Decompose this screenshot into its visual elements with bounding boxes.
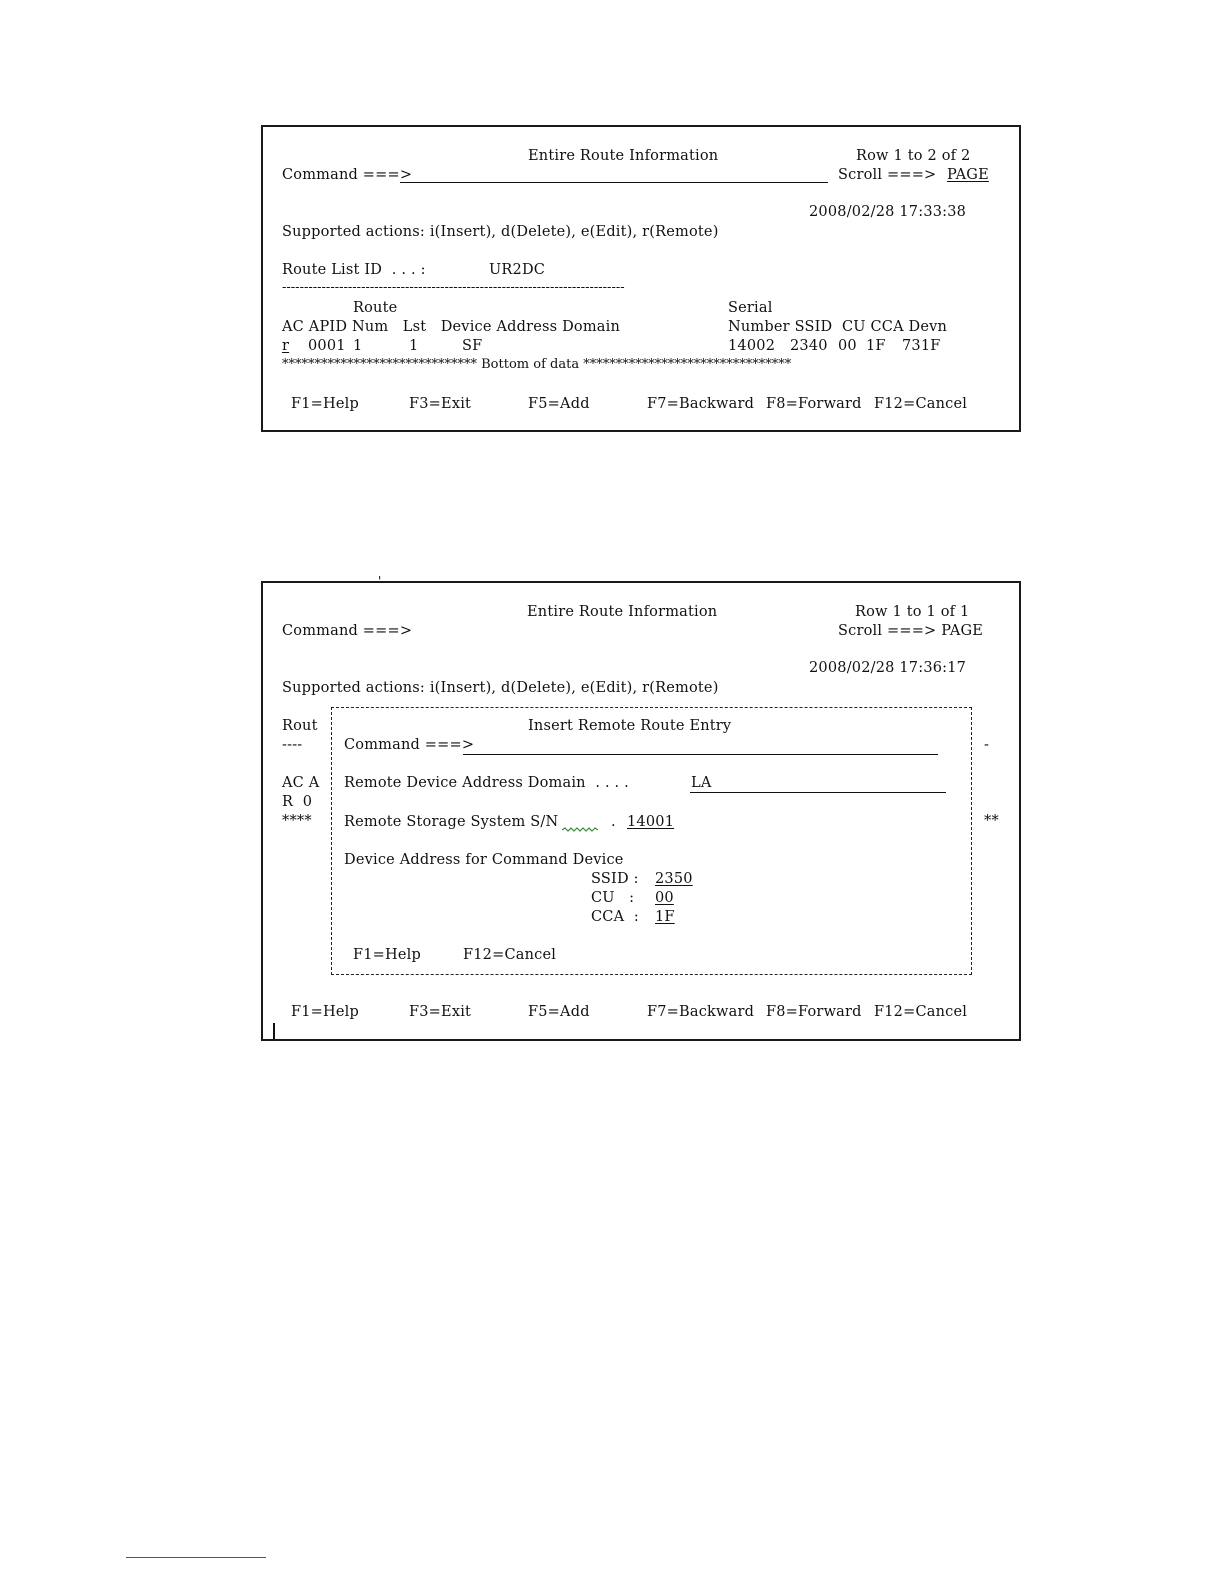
row-domain: SF <box>462 338 483 354</box>
scroll-label[interactable]: Scroll ===> PAGE <box>838 623 984 639</box>
timestamp: 2008/02/28 17:36:17 <box>809 660 967 676</box>
command-label: Command ===> <box>282 623 413 639</box>
command-input[interactable] <box>400 182 828 183</box>
bg-dashes-fragment: ---- <box>282 737 303 753</box>
popup-f1-help-key[interactable]: F1=Help <box>353 947 421 963</box>
f3-exit-key[interactable]: F3=Exit <box>409 1004 472 1020</box>
popup-command-label: Command ===> <box>344 737 475 753</box>
f8-forward-key[interactable]: F8=Forward <box>766 396 862 412</box>
row-apid: 0001 <box>308 338 346 354</box>
remote-domain-input[interactable] <box>690 792 946 793</box>
row-info: Row 1 to 1 of 1 <box>855 604 970 620</box>
popup-title: Insert Remote Route Entry <box>528 718 732 734</box>
f3-exit-key[interactable]: F3=Exit <box>409 396 472 412</box>
bg-route-fragment: Rout <box>282 718 318 734</box>
entire-route-information-screen-1 <box>261 125 1021 432</box>
bg-row-fragment: R 0 <box>282 794 313 810</box>
insert-remote-route-popup <box>331 707 972 975</box>
cca-label: CCA : <box>591 909 639 925</box>
spellcheck-squiggle-icon <box>562 827 598 833</box>
cu-label: CU : <box>591 890 635 906</box>
scroll-input[interactable]: PAGE <box>947 167 989 183</box>
supported-actions: Supported actions: i(Insert), d(Delete), e(Edit), r(Remote) <box>282 680 719 696</box>
screen-title: Entire Route Information <box>527 604 718 620</box>
cu-input[interactable]: 00 <box>655 890 674 906</box>
f7-backward-key[interactable]: F7=Backward <box>647 396 755 412</box>
row-ssid: 2340 <box>790 338 828 354</box>
supported-actions: Supported actions: i(Insert), d(Delete), e(Edit), r(Remote) <box>282 224 719 240</box>
screen-title: Entire Route Information <box>528 148 719 164</box>
f8-forward-key[interactable]: F8=Forward <box>766 1004 862 1020</box>
bg-stars-right: ** <box>984 813 999 829</box>
f1-help-key[interactable]: F1=Help <box>291 1004 359 1020</box>
device-address-label: Device Address for Command Device <box>344 852 624 868</box>
cca-input[interactable]: 1F <box>655 909 675 925</box>
remote-domain-label: Remote Device Address Domain . . . . <box>344 775 629 791</box>
row-devn: 731F <box>902 338 941 354</box>
row-info: Row 1 to 2 of 2 <box>856 148 971 164</box>
separator-line: ------------------------------------------------------------------------------ <box>282 280 625 295</box>
row-lst: 1 <box>409 338 419 354</box>
route-list-id-value: UR2DC <box>489 262 546 278</box>
popup-f12-cancel-key[interactable]: F12=Cancel <box>463 947 557 963</box>
row-serial: 14002 <box>728 338 776 354</box>
header-route: Route <box>353 300 398 316</box>
f7-backward-key[interactable]: F7=Backward <box>647 1004 755 1020</box>
bg-dash-right: - <box>984 737 990 753</box>
f12-cancel-key[interactable]: F12=Cancel <box>874 1004 968 1020</box>
f5-add-key[interactable]: F5=Add <box>528 396 590 412</box>
row-cca: 1F <box>866 338 886 354</box>
text-cursor <box>273 1023 275 1039</box>
ssid-input[interactable]: 2350 <box>655 871 693 887</box>
row-action-input[interactable]: r <box>282 338 290 354</box>
bottom-of-data: ****************************** Bottom of data ******************************** <box>282 357 792 372</box>
bg-stars-left: **** <box>282 813 312 829</box>
remote-domain-value: LA <box>691 775 712 791</box>
f5-add-key[interactable]: F5=Add <box>528 1004 590 1020</box>
f12-cancel-key[interactable]: F12=Cancel <box>874 396 968 412</box>
table-header-right: Number SSID CU CCA Devn <box>728 319 948 335</box>
entire-route-information-screen-2 <box>261 581 1021 1041</box>
timestamp: 2008/02/28 17:33:38 <box>809 204 967 220</box>
row-cu: 00 <box>838 338 857 354</box>
remote-sn-dot: . <box>611 814 616 830</box>
header-serial: Serial <box>728 300 773 316</box>
bg-header-fragment: AC A <box>282 775 320 791</box>
popup-command-input[interactable] <box>463 754 938 755</box>
remote-sn-input[interactable]: 14001 <box>627 814 675 830</box>
row-num: 1 <box>353 338 363 354</box>
command-label: Command ===> <box>282 167 413 183</box>
footnote-separator <box>126 1557 266 1558</box>
f1-help-key[interactable]: F1=Help <box>291 396 359 412</box>
scroll-label: Scroll ===> <box>838 167 937 183</box>
table-header-left: AC APID Num Lst Device Address Domain <box>282 319 621 335</box>
route-list-id-label: Route List ID . . . : <box>282 262 426 278</box>
ssid-label: SSID : <box>591 871 639 887</box>
remote-sn-label: Remote Storage System S/N <box>344 814 559 830</box>
